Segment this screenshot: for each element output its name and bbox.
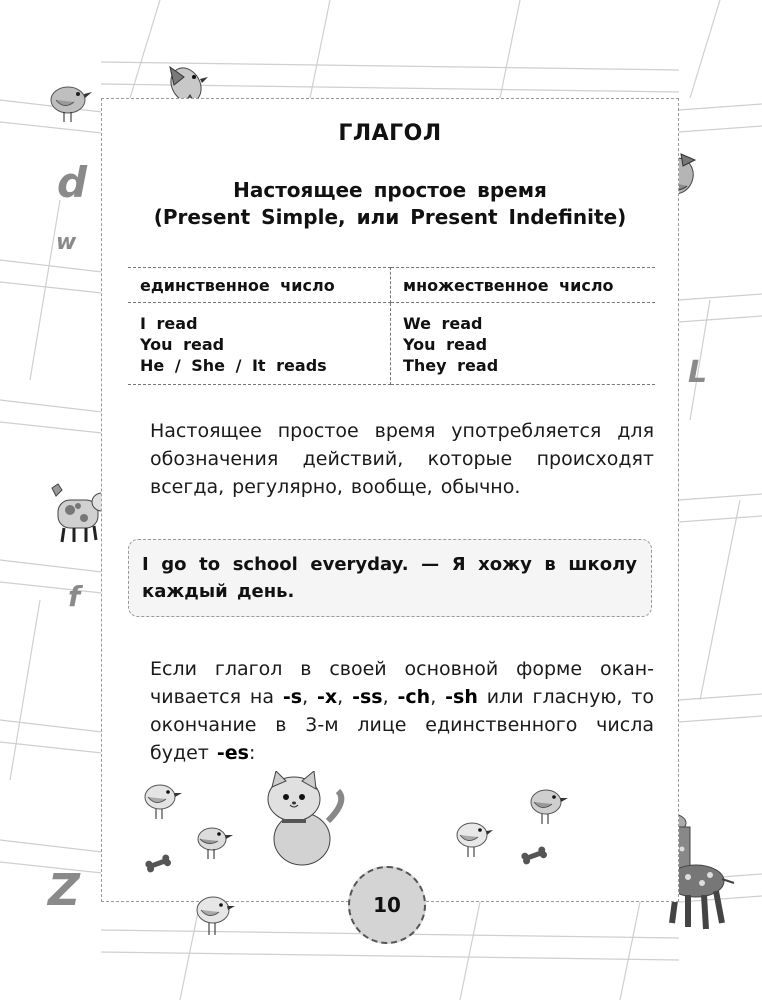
conjugation-table xyxy=(128,267,655,385)
separator: , xyxy=(382,686,398,708)
ending-ch: -ch xyxy=(397,686,431,708)
form-you-plural: You read xyxy=(403,335,488,354)
bird-icon xyxy=(140,779,184,823)
decor-letter-d: d xyxy=(57,158,88,207)
example-box xyxy=(128,539,652,617)
lesson-card xyxy=(101,98,679,902)
ending-ss: -ss xyxy=(352,686,383,708)
separator: , xyxy=(302,686,317,708)
table-row xyxy=(128,303,655,385)
decor-letter-z: Z xyxy=(48,865,80,916)
ending-s: -s xyxy=(282,686,303,708)
singular-cell xyxy=(128,303,391,385)
bird-icon xyxy=(194,821,234,863)
form-you: You read xyxy=(140,335,225,354)
example-sentence: I go to school everyday. — Я хожу в школу каждый день. xyxy=(142,554,637,602)
page-title: ГЛАГОЛ xyxy=(338,121,442,146)
bird-icon xyxy=(193,890,237,938)
ending-rule-paragraph xyxy=(150,655,654,767)
plural-cell xyxy=(391,303,656,385)
bone-icon xyxy=(144,853,172,873)
form-they: They read xyxy=(403,356,499,375)
separator: , xyxy=(337,686,353,708)
subtitle-line-2: (Present Simple, или Present Indefinite) xyxy=(153,205,627,229)
header-singular: единственное число xyxy=(128,268,391,303)
ending-sh: -sh xyxy=(445,686,478,708)
bird-icon xyxy=(452,817,494,859)
form-we: We read xyxy=(403,314,483,333)
separator: , xyxy=(430,686,446,708)
subtitle xyxy=(102,177,678,231)
cat-icon xyxy=(262,771,348,869)
header-plural: множественное число xyxy=(391,268,656,303)
rule-text-2: или гласную, то окончание в 3-м лице единственного числа будет xyxy=(150,686,654,764)
usage-paragraph: Настоящее простое время употребляется для обозначения действий, которые происходят всегда, регулярно, вообще, обычно. xyxy=(150,420,654,498)
decor-letter-f: f xyxy=(68,580,81,613)
form-i: I read xyxy=(140,314,198,333)
page-number: 10 xyxy=(348,866,426,944)
bird-icon xyxy=(48,80,94,124)
decor-letter-w: w xyxy=(56,230,77,255)
decor-letter-l: L xyxy=(688,355,708,390)
ending-x: -x xyxy=(317,686,338,708)
bone-icon xyxy=(520,845,548,865)
ending-es: -es xyxy=(216,742,249,764)
form-he-she-it: He / She / It reads xyxy=(140,356,327,375)
rule-text-1: Если глагол в своей основной форме оканчивается на xyxy=(150,658,654,708)
table-header-row xyxy=(128,268,655,303)
colon: : xyxy=(249,742,256,764)
subtitle-line-1: Настоящее простое время xyxy=(233,178,547,202)
bird-icon xyxy=(526,784,570,828)
